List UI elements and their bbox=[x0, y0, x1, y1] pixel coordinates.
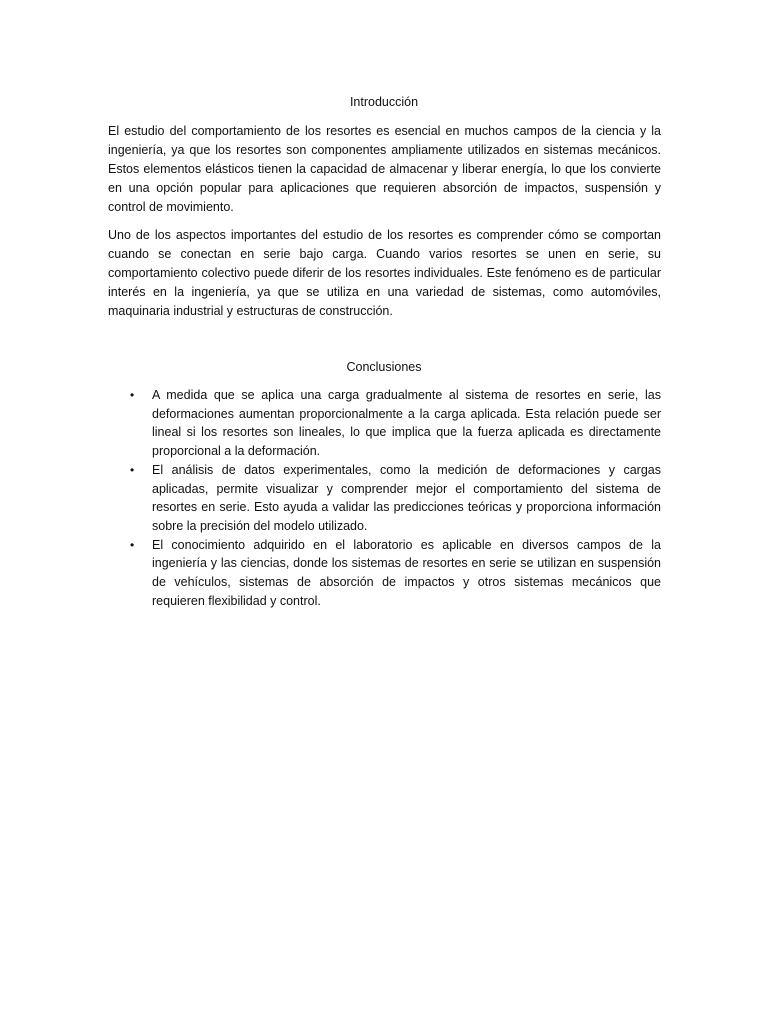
introduction-heading: Introducción bbox=[349, 95, 419, 109]
conclusion-text-2: El análisis de datos experimentales, como la medición de deformaciones y cargas aplicadas, permite visualizar y comprender mejor el comportamiento del sistema de resortes en serie. Esto ayuda a validar las predicciones teóricas y proporciona información sobre la precisión del modelo utilizado. bbox=[152, 462, 661, 533]
conclusion-item-3 bbox=[108, 536, 661, 611]
introduction-paragraph-1: El estudio del comportamiento de los resortes es esencial en muchos campos de la ciencia y la ingeniería, ya que los resortes son componentes ampliamente utilizados en sistemas mecánicos. Estos elementos elásticos tienen la capacidad de almacenar y liberar energía, lo que los convierte en una opción popular para aplicaciones que requieren absorción de impactos, suspensión y control de movimiento. bbox=[108, 124, 661, 214]
conclusions-list bbox=[108, 386, 661, 610]
bullet-icon: • bbox=[130, 462, 135, 477]
bullet-icon: • bbox=[130, 388, 135, 402]
introduction-paragraph-2: Uno de los aspectos importantes del estudio de los resortes es comprender cómo se comportan cuando se conectan en serie bajo carga. Cuando varios resortes se unen en serie, su comportamiento colectivo puede diferir de los resortes individuales. Este fenómeno es de particular interés en la ingeniería, ya que se utiliza en una variedad de sistemas, como automóviles, maquinaria industrial y estructuras de construcción. bbox=[108, 228, 661, 318]
bullet-icon: • bbox=[130, 537, 135, 552]
conclusion-item-2 bbox=[108, 461, 661, 536]
conclusion-text-1: A medida que se aplica una carga gradualmente al sistema de resortes en serie, las deformaciones aumentan proporcionalmente a la carga aplicada. Esta relación puede ser lineal si los resortes son lineales, lo que implica que la fuerza aplicada es directamente proporcional a la deformación. bbox=[152, 388, 661, 459]
conclusion-text-3: El conocimiento adquirido en el laboratorio es aplicable en diversos campos de la ingeniería y las ciencias, donde los sistemas de resortes en serie se utilizan en suspensión de vehículos, sistemas de absorción de impactos y otros sistemas mecánicos que requieren flexibilidad y control. bbox=[152, 537, 661, 608]
conclusions-heading: Conclusiones bbox=[346, 360, 422, 374]
conclusion-item-1 bbox=[108, 386, 661, 461]
